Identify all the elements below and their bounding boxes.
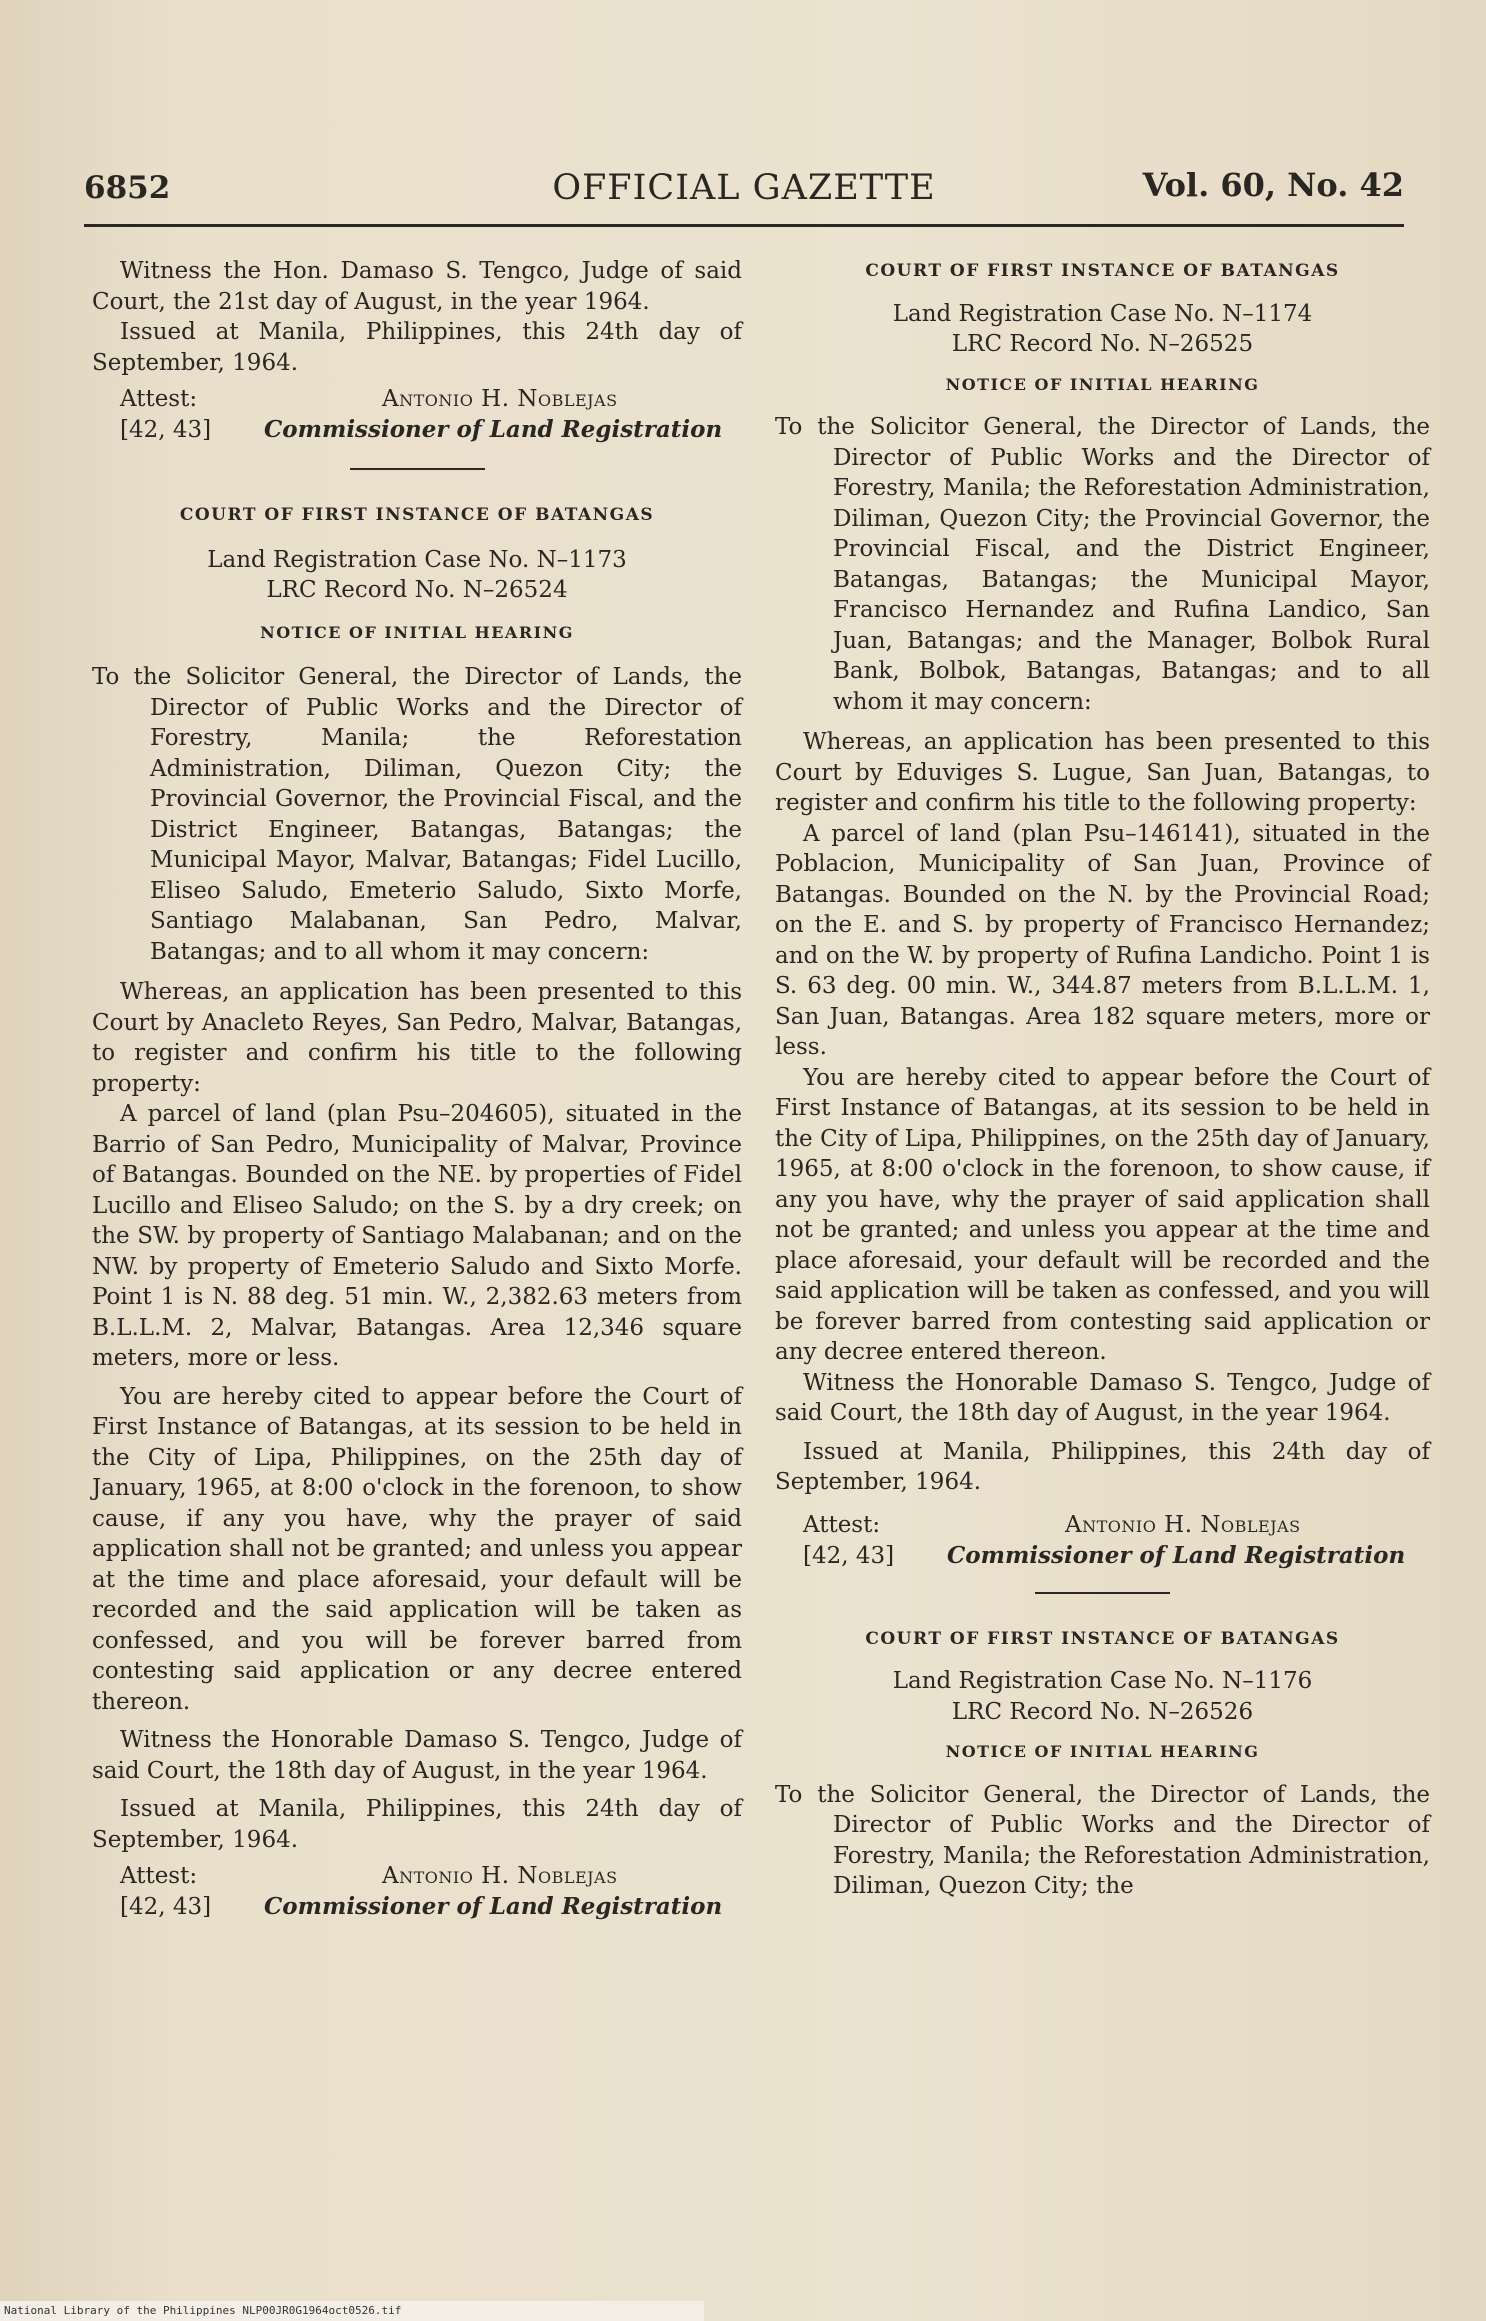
header-rule	[84, 224, 1404, 227]
lrc-record: LRC Record No. N–26524	[266, 577, 568, 603]
parcel-paragraph: A parcel of land (plan Psu–204605), situated in the Barrio of San Pedro, Municipality of Malvar, Province of Batangas. Bounded on the NE. by properties of Fidel Lucillo and Eliseo Saludo; on the S. by a dry creek; on the SW. by property of Santiago Malabanan; and on the NW. by property of Emeterio Saludo and Sixto Morfe. Point 1 is N. 88 deg. 51 min. W., 2,382.63 meters from B.L.L.M. 2, Malvar, Batangas. Area 12,346 square meters, more or less.	[92, 1101, 742, 1371]
issue-reference: [42, 43]	[120, 417, 212, 443]
running-header	[84, 166, 1404, 216]
attest-block	[92, 1861, 742, 1923]
court-heading: COURT OF FIRST INSTANCE OF BATANGAS	[865, 261, 1340, 281]
page-number: 6852	[84, 170, 171, 206]
whereas-paragraph: Whereas, an application has been presented to this Court by Anacleto Reyes, San Pedro, Malvar, Batangas, to register and confirm his title to the following property:	[92, 979, 742, 1097]
witness-paragraph: Witness the Hon. Damaso S. Tengco, Judge of said Court, the 21st day of August, in the year 1964.	[92, 258, 742, 315]
attest-label: Attest:	[803, 1511, 881, 1538]
case-number: Land Registration Case No. N–1176	[892, 1668, 1313, 1694]
attest-label: Attest:	[120, 386, 198, 412]
addressees-paragraph: To the Solicitor General, the Director of Lands, the Director of Public Works and the Director of Forestry, Manila; the Reforestation Administration, Diliman, Quezon City; the Provincial Governor, the Provincial Fiscal, and the District Engineer, Batangas, Batangas; the Municipal Mayor, Francisco Hernandez and Rufina Landico, San Juan, Batangas; and the Manager, Bolbok Rural Bank, Bolbok, Batangas, Batangas; and to all whom it may concern:	[775, 414, 1430, 715]
parcel-paragraph: A parcel of land (plan Psu–146141), situated in the Poblacion, Municipality of San Juan, Province of Batangas. Bounded on the N. by the Provincial Road; on the E. and S. by property of Francisco Hernandez; and on the W. by property of Rufina Landicho. Point 1 is S. 63 deg. 00 min. W., 344.87 meters from B.L.L.M. 1, San Juan, Batangas. Area 182 square meters, more or less.	[775, 820, 1430, 1060]
whereas-paragraph: Whereas, an application has been presented to this Court by Eduviges S. Lugue, San Juan, Batangas, to register and confirm his title to the following property:	[775, 729, 1430, 816]
notice-heading: NOTICE OF INITIAL HEARING	[260, 622, 574, 642]
attest-label: Attest:	[120, 1863, 198, 1889]
issue-reference: [42, 43]	[120, 1894, 212, 1920]
issued-paragraph: Issued at Manila, Philippines, this 24th day of September, 1964.	[92, 1796, 742, 1853]
lrc-record: LRC Record No. N–26526	[951, 1698, 1254, 1725]
addressees-paragraph: To the Solicitor General, the Director of Lands, the Director of Public Works and the Director of Forestry, Manila; the Reforestation Administration, Diliman, Quezon City; the	[775, 1781, 1430, 1899]
notice-heading: NOTICE OF INITIAL HEARING	[945, 374, 1260, 394]
attest-block	[775, 1510, 1430, 1572]
issued-paragraph: Issued at Manila, Philippines, this 24th day of September, 1964.	[775, 1438, 1430, 1495]
attest-name: Antonio H. Noblejas	[382, 1863, 618, 1889]
issued-paragraph: Issued at Manila, Philippines, this 24th day of September, 1964.	[92, 319, 742, 376]
citation-paragraph: You are hereby cited to appear before the Court of First Instance of Batangas, at its session to be held in the City of Lipa, Philippines, on the 25th day of January, 1965, at 8:00 o'clock in the forenoon, to show cause, if any you have, why the prayer of said application shall not be granted; and unless you appear at the time and place aforesaid, your default will be recorded and the said application will be taken as confessed, and you will be forever barred from contesting said application or any decree entered thereon.	[92, 1383, 742, 1715]
notice-heading: NOTICE OF INITIAL HEARING	[945, 1742, 1260, 1761]
court-heading: COURT OF FIRST INSTANCE OF BATANGAS	[179, 505, 655, 525]
attest-block	[92, 384, 742, 446]
attest-name: Antonio H. Noblejas	[1065, 1511, 1301, 1538]
lrc-record: LRC Record No. N–26525	[951, 331, 1254, 357]
witness-paragraph: Witness the Honorable Damaso S. Tengco, Judge of said Court, the 18th day of August, in the year 1964.	[92, 1727, 742, 1784]
attest-title: Commissioner of Land Registration	[264, 1893, 723, 1920]
scan-footer: National Library of the Philippines NLP00JR0G1964oct0526.tif	[0, 2301, 704, 2321]
right-column	[775, 256, 1430, 1902]
case-number: Land Registration Case No. N–1174	[892, 300, 1313, 327]
issue-reference: [42, 43]	[803, 1542, 895, 1569]
citation-paragraph: You are hereby cited to appear before the Court of First Instance of Batangas, at its session to be held in the City of Lipa, Philippines, on the 25th day of January, 1965, at 8:00 o'clock in the forenoon, to show cause, if any you have, why the prayer of said application shall not be granted; and unless you appear at the time and place aforesaid, your default will be recorded and the said application will be taken as confessed, and you will be forever barred from contesting said application or any decree entered thereon.	[775, 1064, 1430, 1365]
attest-name: Antonio H. Noblejas	[382, 386, 618, 412]
attest-title: Commissioner of Land Registration	[264, 416, 723, 443]
attest-title: Commissioner of Land Registration	[947, 1541, 1406, 1569]
case-number: Land Registration Case No. N–1173	[207, 546, 627, 573]
addressees-paragraph: To the Solicitor General, the Director of Lands, the Director of Public Works and the Director of Forestry, Manila; the Reforestation Administration, Diliman, Quezon City; the Provincial Governor, the Provincial Fiscal, and the District Engineer, Batangas, Batangas; the Municipal Mayor, Malvar, Batangas; Fidel Lucillo, Eliseo Saludo, Emeterio Saludo, Sixto Morfe, Santiago Malabanan, San Pedro, Malvar, Batangas; and to all whom it may concern:	[92, 664, 742, 965]
witness-paragraph: Witness the Honorable Damaso S. Tengco, Judge of said Court, the 18th day of August, in the year 1964.	[775, 1369, 1430, 1426]
court-heading: COURT OF FIRST INSTANCE OF BATANGAS	[865, 1628, 1340, 1649]
volume-number: Vol. 60, No. 42	[1142, 166, 1404, 204]
publication-title: OFFICIAL GAZETTE	[552, 168, 936, 208]
left-column	[92, 256, 742, 1923]
